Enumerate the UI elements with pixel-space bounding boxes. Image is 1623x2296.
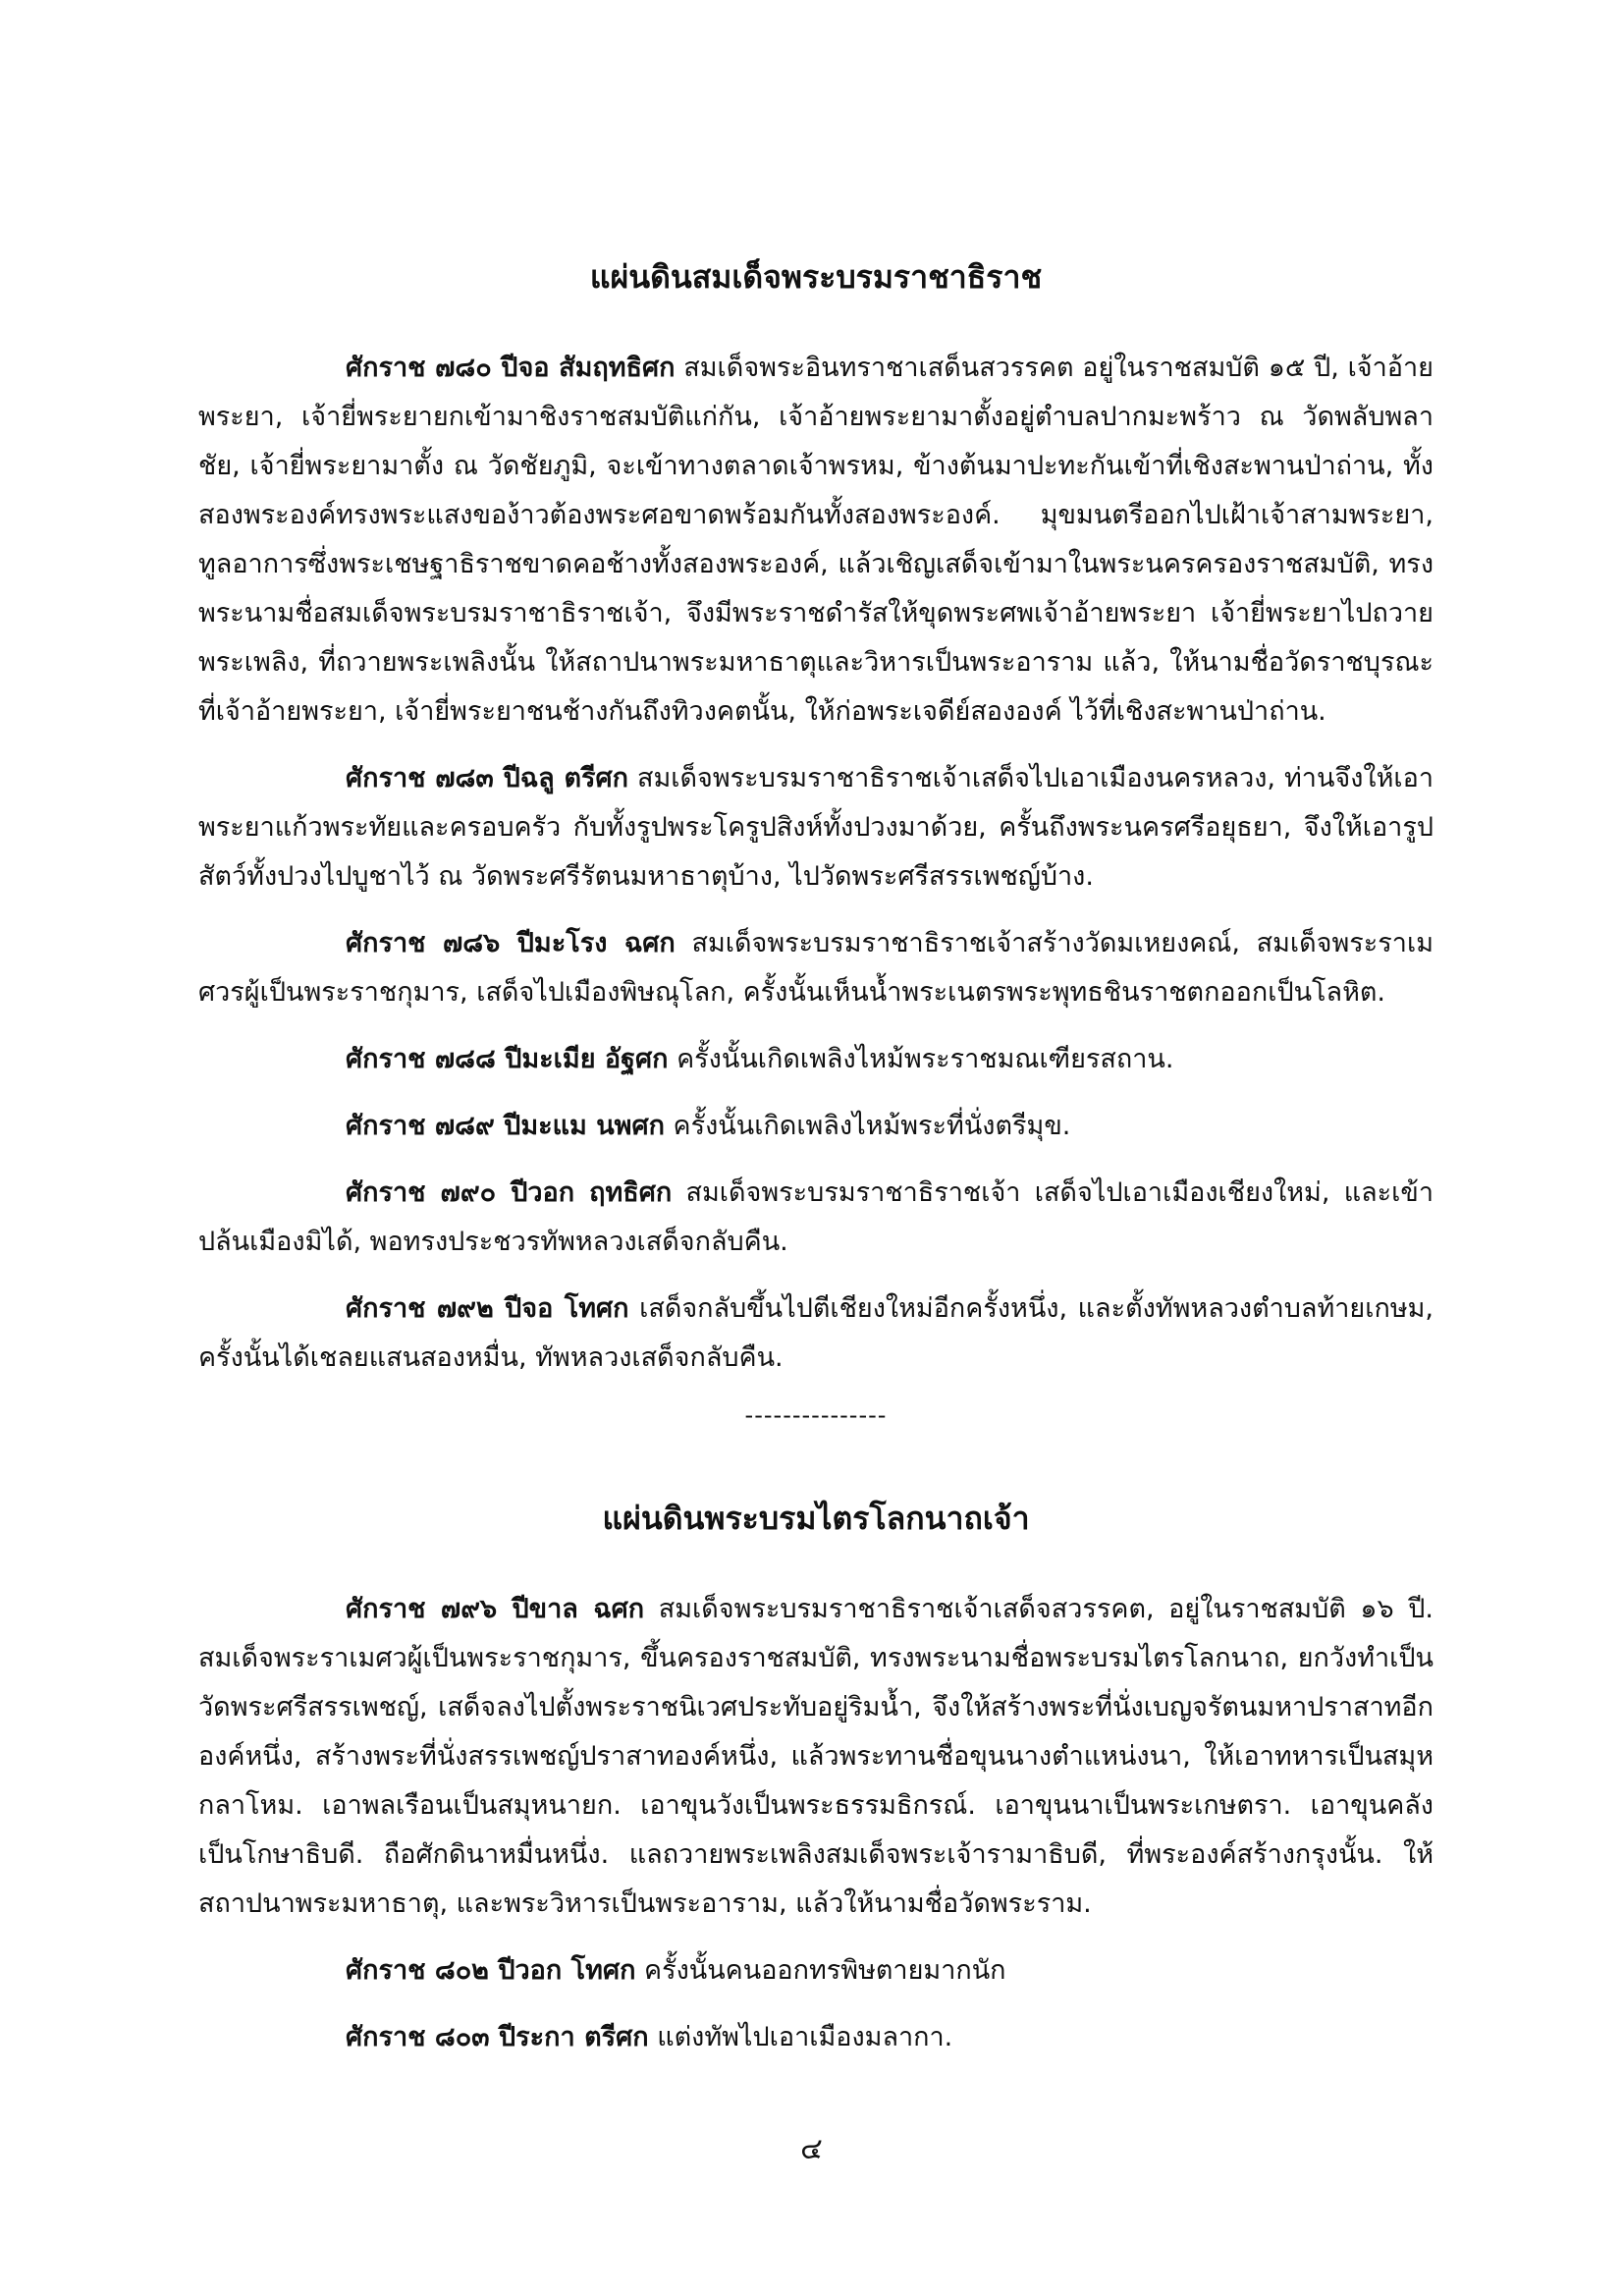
entry-date: ศักราช ๗๘๖ ปีมะโรง ฉศก [346,928,676,958]
entry-text: สมเด็จพระบรมราชาธิราชเจ้าสร้างวัดมเหยงคณ์, สมเด็จพระราเมศวรผู้เป็นพระราชกุมาร, เสด็จไปเมืองพิษณุโลก, ครั้งนั้นเห็นน้ำพระเนตรพระพุทธชินราชตกออกเป็นโลหิต. [198,928,1434,1008]
entry-text: สมเด็จพระบรมราชาธิราชเจ้า เสด็จไปเอาเมืองเชียงใหม่, และเข้าปล้นเมืองมิได้, พอทรงประชวรทัพหลวงเสด็จกลับคืน. [198,1177,1434,1257]
entry-date: ศักราช ๗๘๓ ปีฉลู ตรีศก [346,763,629,793]
entry-text: ครั้งนั้นเกิดเพลิงไหม้พระที่นั่งตรีมุข. [664,1111,1071,1141]
entry-text: สมเด็จพระอินทราชาเสด็นสวรรคต อยู่ในราชสมบัติ ๑๕ ปี, เจ้าอ้ายพระยา, เจ้ายี่พระยายกเข้ามาชิงราชสมบัติแก่กัน, เจ้าอ้ายพระยามาตั้งอยู่ตำบลปากมะพร้าว ณ วัดพลับพลาชัย, เจ้ายี่พระยามาตั้ง ณ วัดชัยภูมิ, จะเข้าทางตลาดเจ้าพรหม, ข้างต้นมาปะทะกันเข้าที่เชิงสะพานป่าถ่าน, ทั้งสองพระองค์ทรงพระแสงของ้าวต้องพระศอขาดพร้อมกันทั้งสองพระองค์. มุขมนตรีออกไปเฝ้าเจ้าสามพระยา, ทูลอาการซึ่งพระเชษฐาธิราชขาดคอช้างทั้งสองพระองค์, แล้วเชิญเสด็จเข้ามาในพระนครครองราชสมบัติ, ทรงพระนามชื่อสมเด็จพระบรมราชาธิราชเจ้า, จึงมีพระราชดำรัสให้ขุดพระศพเจ้าอ้ายพระยา เจ้ายี่พระยาไปถวายพระเพลิง, ที่ถวายพระเพลิงนั้น ให้สถาปนาพระมหาธาตุและวิหารเป็นพระอาราม แล้ว, ให้นามชื่อวัดราชบุรณะ ที่เจ้าอ้ายพระยา, เจ้ายี่พระยาชนช้างกันถึงทิวงคตนั้น, ให้ก่อพระเจดีย์สององค์ ไว้ที่เชิงสะพานป่าถ่าน. [198,353,1434,727]
chronicle-entry [198,1285,1434,1383]
section-heading: แผ่นดินพระบรมไตรโลกนาถเจ้า [602,1500,1030,1537]
chronicle-entry [198,754,1434,902]
entry-text: สมเด็จพระบรมราชาธิราชเจ้าเสด็จไปเอาเมืองนครหลวง, ท่านจึงให้เอาพระยาแก้วพระทัยและครอบครัว กับทั้งรูปพระโครูปสิงห์ทั้งปวงมาด้วย, ครั้นถึงพระนครศรีอยุธยา, จึงให้เอารูปสัตว์ทั้งปวงไปบูชาไว้ ณ วัดพระศรีรัตนมหาธาตุบ้าง, ไปวัดพระศรีสรรเพชญ์บ้าง. [198,763,1434,892]
chronicle-entry [198,919,1434,1017]
chronicle-entry [198,1585,1434,1929]
entry-date: ศักราช ๗๙๐ ปีวอก ฤทธิศก [346,1177,673,1208]
entry-date: ศักราช ๗๘๙ ปีมะแม นพศก [346,1111,665,1141]
page-content [198,253,1434,2080]
chronicle-entry [198,1102,1434,1151]
entry-date: ศักราช ๗๙๒ ปีจอ โทศก [346,1293,629,1324]
entry-text: ครั้งนั้นคนออกทรพิษตายมากนัก [635,1955,1006,1986]
entry-date: ศักราช ๗๘๐ ปีจอ สัมฤทธิศก [346,353,676,383]
chronicle-entry [198,344,1434,737]
entry-text: ครั้งนั้นเกิดเพลิงไหม้พระราชมณเฑียรสถาน. [668,1044,1174,1074]
chronicle-entry [198,1946,1434,1995]
entry-date: ศักราช ๗๘๘ ปีมะเมีย อัฐศก [346,1044,669,1074]
entry-text: เสด็จกลับขึ้นไปตีเชียงใหม่อีกครั้งหนึ่ง, และตั้งทัพหลวงตำบลท้ายเกษม, ครั้งนั้นได้เชลยแสนสองหมื่น, ทัพหลวงเสด็จกลับคืน. [198,1293,1434,1373]
page-number: ๔ [800,2132,823,2166]
chronicle-entry [198,1169,1434,1267]
chronicle-entry [198,1035,1434,1084]
entry-text: สมเด็จพระบรมราชาธิราชเจ้าเสด็จสวรรคต, อยู่ในราชสมบัติ ๑๖ ปี. สมเด็จพระราเมศวผู้เป็นพระราชกุมาร, ขึ้นครองราชสมบัติ, ทรงพระนามชื่อพระบรมไตรโลกนาถ, ยกวังทำเป็นวัดพระศรีสรรเพชญ์, เสด็จลงไปตั้งพระราชนิเวศประทับอยู่ริมน้ำ, จึงให้สร้างพระที่นั่งเบญจรัตนมหาปราสาทอีกองค์หนึ่ง, สร้างพระที่นั่งสรรเพชญ์ปราสาทองค์หนึ่ง, แล้วพระทานชื่อขุนนางตำแหน่งนา, ให้เอาทหารเป็นสมุหกลาโหม. เอาพลเรือนเป็นสมุหนายก. เอาขุนวังเป็นพระธรรมธิกรณ์. เอาขุนนาเป็นพระเกษตรา. เอาขุนคลังเป็นโกษาธิบดี. ถือศักดินาหมื่นหนึ่ง. แลถวายพระเพลิงสมเด็จพระเจ้ารามาธิบดี, ที่พระองค์สร้างกรุงนั้น. ให้สถาปนาพระมหาธาตุ, และพระวิหารเป็นพระอาราม, แล้วให้นามชื่อวัดพระราม. [198,1594,1434,1919]
entry-date: ศักราช ๘๐๒ ปีวอก โทศก [346,1955,636,1986]
section-heading: แผ่นดินสมเด็จพระบรมราชาธิราช [589,258,1043,296]
entry-text: แต่งทัพไปเอาเมืองมลากา. [648,2022,953,2052]
entry-date: ศักราช ๗๙๖ ปีขาล ฉศก [346,1594,645,1624]
section-divider: --------------- [744,1401,888,1429]
chronicle-entry [198,2013,1434,2062]
entry-date: ศักราช ๘๐๓ ปีระกา ตรีศก [346,2022,649,2052]
